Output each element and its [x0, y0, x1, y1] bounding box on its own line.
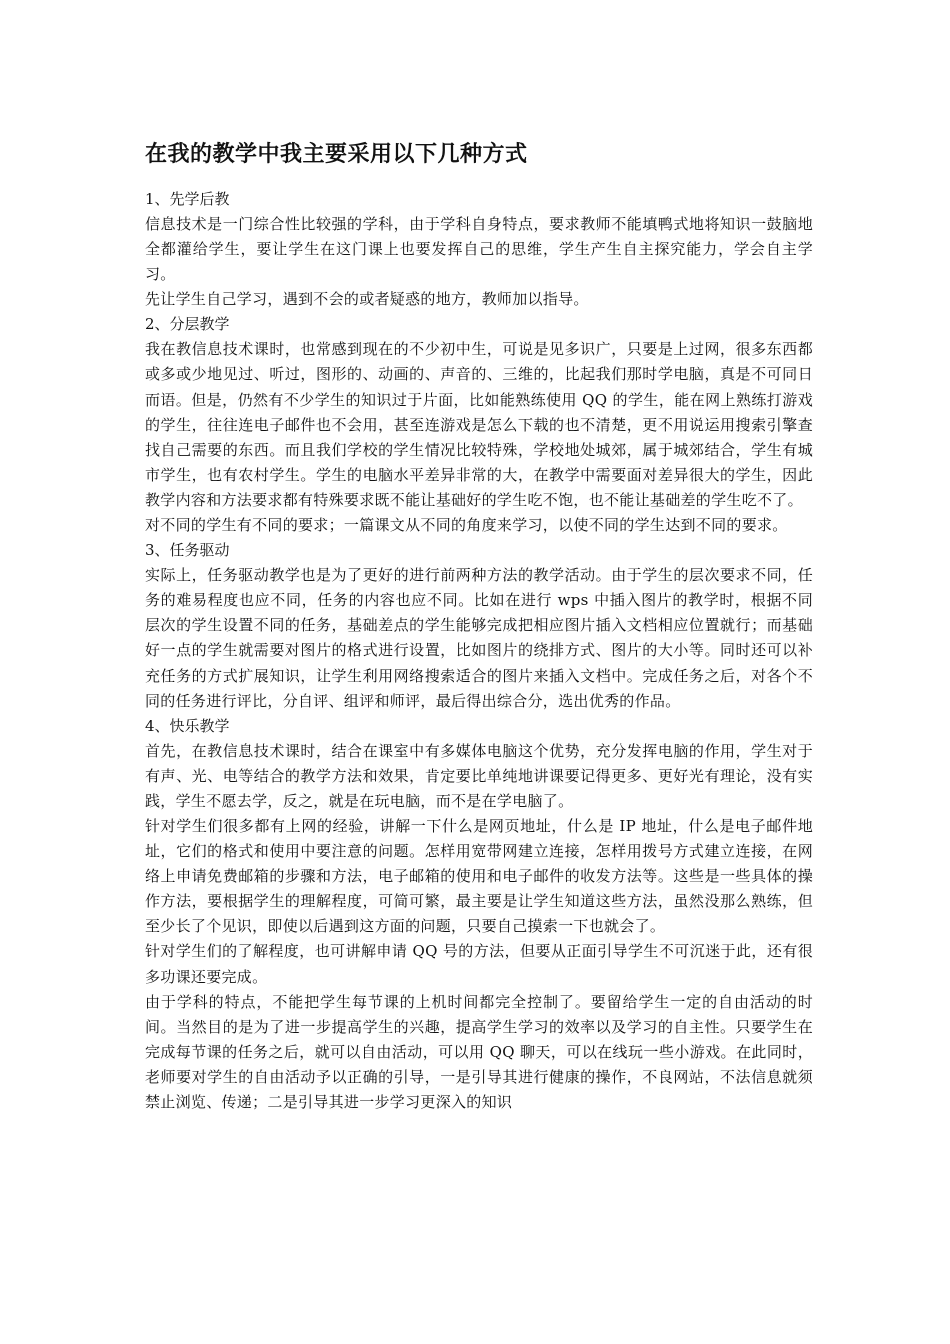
paragraph: 信息技术是一门综合性比较强的学科，由于学科自身特点，要求教师不能填鸭式地将知识一鼓脑地全都灌给学生，要让学生在这门课上也要发挥自己的思维，学生产生自主探究能力，学会自主学习。 — [145, 215, 813, 284]
paragraph: 先让学生自己学习，遇到不会的或者疑惑的地方，教师加以指导。 — [145, 290, 589, 309]
paragraph: 首先，在教信息技术课时，结合在课室中有多媒体电脑这个优势，充分发挥电脑的作用，学生对于有声、光、电等结合的教学方法和效果，肯定要比单纯地讲课要记得更多、更好光有理论，没有实践，学生不愿去学，反之，就是在玩电脑，而不是在学电脑了。 — [145, 741, 813, 810]
document-page — [145, 140, 813, 1115]
paragraph: 对不同的学生有不同的要求；一篇课文从不同的角度来学习，以使不同的学生达到不同的要求。 — [145, 516, 788, 535]
paragraph: 针对学生们很多都有上网的经验，讲解一下什么是网页地址，什么是 IP 地址，什么是电子邮件地址，它们的格式和使用中要注意的问题。怎样用宽带网建立连接，怎样用拨号方式建立连接，在网络上申请免费邮箱的步骤和方法，电子邮箱的使用和电子邮件的收发方法等。这些是一些具体的操作方法，要根据学生的理解程度，可简可繁，最主要是让学生知道这些方法，虽然没那么熟练，但至少长了个见识，即使以后遇到这方面的问题，只要自己摸索一下也就会了。 — [145, 816, 813, 936]
section-4 — [145, 714, 813, 1115]
paragraph: 由于学科的特点，不能把学生每节课的上机时间都完全控制了。要留给学生一定的自由活动的时间。当然目的是为了进一步提高学生的兴趣，提高学生学习的效率以及学习的自主性。只要学生在完成每节课的任务之后，就可以自由活动，可以用 QQ 聊天，可以在线玩一些小游戏。在此同时，老师要对学生的自由活动予以正确的引导，一是引导其进行健康的操作，不良网站，不法信息就须禁止浏览、传递；二是引导其进一步学习更深入的知识 — [145, 992, 813, 1111]
section-heading: 4、快乐教学 — [145, 716, 230, 735]
section-1 — [145, 187, 813, 312]
section-heading: 3、任务驱动 — [145, 541, 230, 560]
section-3 — [145, 538, 813, 714]
paragraph: 针对学生们的了解程度，也可讲解申请 QQ 号的方法，但要从正面引导学生不可沉迷于此，还有很多功课还要完成。 — [145, 942, 813, 986]
section-2 — [145, 312, 813, 538]
section-heading: 2、分层教学 — [145, 315, 230, 334]
paragraph: 我在教信息技术课时，也常感到现在的不少初中生，可说是见多识广，只要是上过网，很多东西都或多或少地见过、听过，图形的、动画的、声音的、三维的，比起我们那时学电脑，真是不可同日而语。但是，仍然有不少学生的知识过于片面，比如能熟练使用 QQ 的学生，能在网上熟练打游戏的学生，往往连电子邮件也不会用，甚至连游戏是怎么下载的也不清楚，更不用说运用搜索引擎查找自己需要的东西。而且我们学校的学生情况比较特殊，学校地处城郊，属于城郊结合，学生有城市学生，也有农村学生。学生的电脑水平差异非常的大，在教学中需要面对差异很大的学生，因此教学内容和方法要求都有特殊要求既不能让基础好的学生吃不饱，也不能让基础差的学生吃不了。 — [145, 340, 813, 509]
document-title: 在我的教学中我主要采用以下几种方式 — [145, 142, 528, 167]
paragraph: 实际上，任务驱动教学也是为了更好的进行前两种方法的教学活动。由于学生的层次要求不同，任务的难易程度也应不同，任务的内容也应不同。比如在进行 wps 中插入图片的教学时，根据不同层次的学生设置不同的任务，基础差点的学生能够完成把相应图片插入文档相应位置就行；而基础好一点的学生就需要对图片的格式进行设置，比如图片的绕排方式、图片的大小等。同时还可以补充任务的方式扩展知识，让学生利用网络搜索适合的图片来插入文档中。完成任务之后，对各个不同的任务进行评比，分自评、组评和师评，最后得出综合分，选出优秀的作品。 — [145, 566, 813, 710]
section-heading: 1、先学后教 — [145, 190, 230, 208]
